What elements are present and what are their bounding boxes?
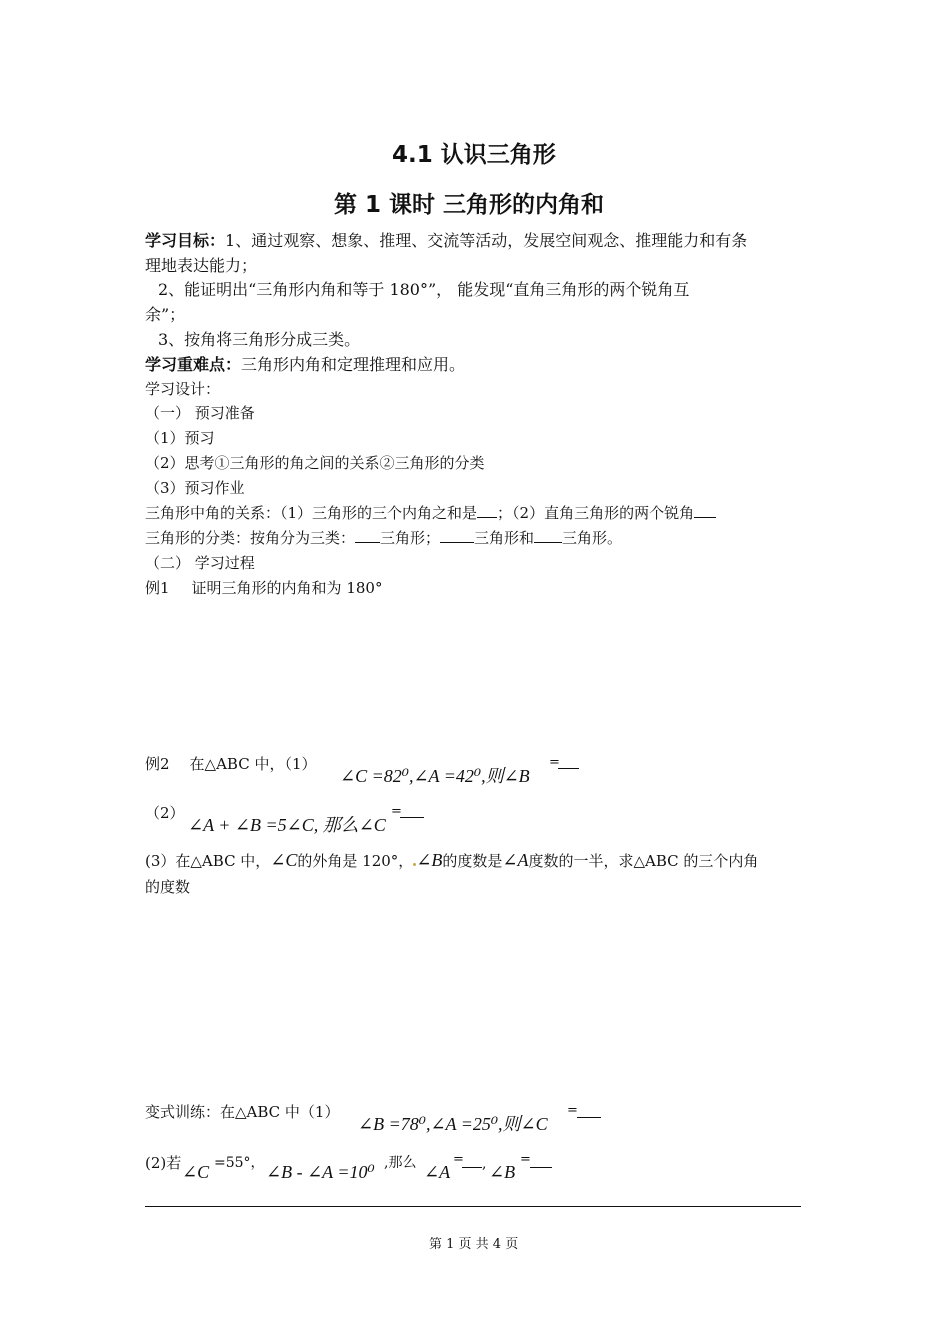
hw2-text-a: 三角形的分类：按角分为三类： <box>145 529 356 547</box>
answer-blank[interactable] <box>694 503 716 518</box>
example-2 <box>145 753 317 774</box>
answer-blank[interactable] <box>477 503 497 518</box>
homework-line-2 <box>145 527 622 548</box>
answer-blank[interactable] <box>534 528 562 543</box>
variant-math-1: ∠B =78⁰,∠A =25⁰,则∠C <box>358 1114 548 1134</box>
hw2-text-b: 三角形； <box>380 529 441 547</box>
example-1-text: 证明三角形的内角和为 180° <box>191 579 383 597</box>
objective-1b: 理地表达能力； <box>145 256 258 275</box>
objectives-line-1 <box>145 228 747 251</box>
hw1-text-b: ；（2）直角三角形的两个锐角 <box>497 504 695 522</box>
variant-2-then: ,那么 <box>384 1155 417 1171</box>
example-2-text: 在△ABC 中，（1） <box>189 755 317 773</box>
answer-blank[interactable] <box>355 528 380 543</box>
variant-2-math: ∠B - ∠A =10⁰ <box>266 1162 375 1182</box>
variant-2-angle-a: ∠A <box>424 1162 451 1182</box>
variant-label: 变式训练：在△ABC 中（1） <box>145 1103 340 1121</box>
lesson-subtitle: 第 1 课时 三角形的内角和 <box>334 192 605 218</box>
section-1-heading: （一） 预习准备 <box>145 404 255 422</box>
answer-blank[interactable] <box>400 817 424 818</box>
ex3-text-a: (3）在△ABC 中， <box>145 852 271 870</box>
objective-3: 3、按角将三角形分成三类。 <box>158 330 361 349</box>
objective-2a: 2、能证明出“三角形内角和等于 180°”， 能发现“直角三角形的两个锐角互 <box>158 280 690 299</box>
page-title: 4.1 认识三角形 <box>392 142 556 168</box>
example-1 <box>145 577 382 598</box>
equals-sign: = <box>391 804 402 819</box>
answer-blank[interactable] <box>530 1167 552 1168</box>
section-2-heading: （二） 学习过程 <box>145 554 255 572</box>
angle-a: ∠A <box>502 850 529 870</box>
ex3-text-c: 的度数是 <box>442 852 503 870</box>
example-2-label: 例2 <box>145 755 170 773</box>
footer-divider <box>145 1206 801 1207</box>
sub-2: （2）思考①三角形的角之间的关系②三角形的分类 <box>145 454 485 472</box>
page-footer: 第 1 页 共 4 页 <box>429 1237 519 1252</box>
answer-blank[interactable] <box>558 768 579 769</box>
objectives-label: 学习目标： <box>145 231 226 250</box>
answer-blank[interactable] <box>462 1167 482 1168</box>
key-points-text: 三角形内角和定理推理和应用。 <box>241 355 466 374</box>
equals-sign: = <box>549 755 560 770</box>
example-2-part-2-label: （2） <box>145 804 185 822</box>
sub-3: （3）预习作业 <box>145 479 245 497</box>
angle-b: ∠B <box>416 850 443 870</box>
homework-line-1 <box>145 502 716 523</box>
example-3-line-1 <box>145 850 758 871</box>
variant-2-angle-b: ∠B <box>489 1162 516 1182</box>
angle-c: ∠C <box>270 850 298 870</box>
variant-2-value: =55°， <box>214 1155 265 1171</box>
answer-blank[interactable] <box>577 1117 601 1118</box>
key-points <box>145 352 465 375</box>
ex3-text-b: 的外角是 120°， <box>297 852 414 870</box>
design-heading: 学习设计： <box>145 380 221 398</box>
example-1-label: 例1 <box>145 579 170 597</box>
equals-sign: = <box>567 1103 578 1118</box>
example-2-math-1: ∠C =82⁰,∠A =42⁰,则∠B <box>340 766 530 786</box>
hw1-text-a: 三角形中角的关系：（1）三角形的三个内角之和是 <box>145 504 478 522</box>
sub-1: （1）预习 <box>145 429 215 447</box>
objective-1a: 1、通过观察、想象、推理、交流等活动，发展空间观念、推理能力和有条 <box>225 231 748 250</box>
comma: , <box>482 1156 487 1172</box>
equals-sign: = <box>453 1152 464 1167</box>
answer-blank[interactable] <box>440 528 474 543</box>
example-3-line-2: 的度数 <box>145 878 191 896</box>
example-2-math-2: ∠A + ∠B =5∠C, 那么∠C <box>188 815 386 835</box>
objective-2b: 余”； <box>145 305 186 324</box>
variant-2-angle-c: ∠C <box>182 1162 210 1182</box>
variant-2-label: (2)若 <box>145 1154 182 1172</box>
hw2-text-c: 三角形和 <box>474 529 535 547</box>
ex3-text-d: 度数的一半，求△ABC 的三个内角 <box>528 852 759 870</box>
key-points-label: 学习重难点： <box>145 355 242 374</box>
equals-sign: = <box>520 1152 531 1167</box>
hw2-text-d: 三角形。 <box>562 529 623 547</box>
